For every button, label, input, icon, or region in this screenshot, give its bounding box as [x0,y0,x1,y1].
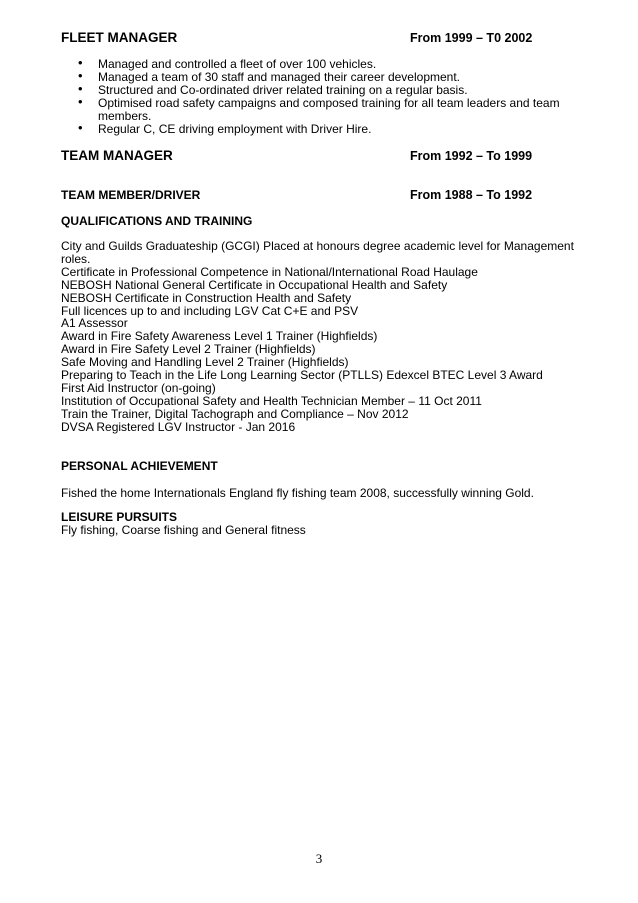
list-item: Preparing to Teach in the Life Long Learning Sector (PTLLS) Edexcel BTEC Level 3 Award [61,368,543,383]
list-item: A1 Assessor [61,316,128,331]
list-item: • Regular C, CE driving employment with Driver Hire. [78,120,372,136]
bullet-icon: • [78,94,83,109]
list-item: Institution of Occupational Safety and Health Technician Member – 11 Oct 2011 [61,393,482,408]
list-item: NEBOSH Certificate in Construction Health and Safety [61,290,352,305]
job-title-team-manager: TEAM MANAGER [61,148,173,163]
list-item: First Aid Instructor (on-going) [61,380,216,395]
bullet-icon: • [78,81,83,96]
bullet-icon: • [78,68,83,83]
qualifications-heading: QUALIFICATIONS AND TRAINING [61,214,253,228]
job-dates-team-manager: From 1992 – To 1999 [410,149,533,163]
qualifications-list [61,240,581,434]
fleet-manager-duties-list [78,55,578,136]
list-item: • Managed a team of 30 staff and managed their career development. [78,68,461,84]
leisure-heading: LEISURE PURSUITS [61,510,178,524]
list-item: • Structured and Co-ordinated driver related training on a regular basis. [78,81,468,97]
job-dates-fleet-manager: From 1999 – T0 2002 [410,31,533,45]
list-item: Award in Fire Safety Level 2 Trainer (Highfields) [61,342,316,357]
achievement-heading: PERSONAL ACHIEVEMENT [61,459,218,473]
list-item: Full licences up to and including LGV Cat C+E and PSV [61,303,359,318]
list-item: Award in Fire Safety Awareness Level 1 Trainer (Highfields) [61,329,378,344]
list-item: NEBOSH National General Certificate in Occupational Health and Safety [61,277,448,292]
list-item: Safe Moving and Handling Level 2 Trainer (Highfields) [61,355,349,370]
list-item: • Optimised road safety campaigns and composed training for all team leaders and team members. [78,94,560,123]
page-number: 3 [315,851,323,866]
list-item: • Managed and controlled a fleet of over 100 vehicles. [78,55,377,71]
list-item: Certificate in Professional Competence in National/International Road Haulage [61,264,478,279]
job-dates-team-member: From 1988 – To 1992 [410,188,533,202]
list-item: Train the Trainer, Digital Tachograph and Compliance – Nov 2012 [61,406,409,421]
bullet-icon: • [78,55,83,70]
list-item: City and Guilds Graduateship (GCGI) Placed at honours degree academic level for Management roles. [61,239,574,266]
list-item: DVSA Registered LGV Instructor - Jan 2016 [61,419,296,434]
job-title-fleet-manager: FLEET MANAGER [61,30,178,45]
achievement-text: Fished the home Internationals England fly fishing team 2008, successfully winning Gold. [61,486,534,500]
job-title-team-member: TEAM MEMBER/DRIVER [61,188,201,202]
bullet-icon: • [78,120,83,135]
leisure-text: Fly fishing, Coarse fishing and General fitness [61,523,306,537]
